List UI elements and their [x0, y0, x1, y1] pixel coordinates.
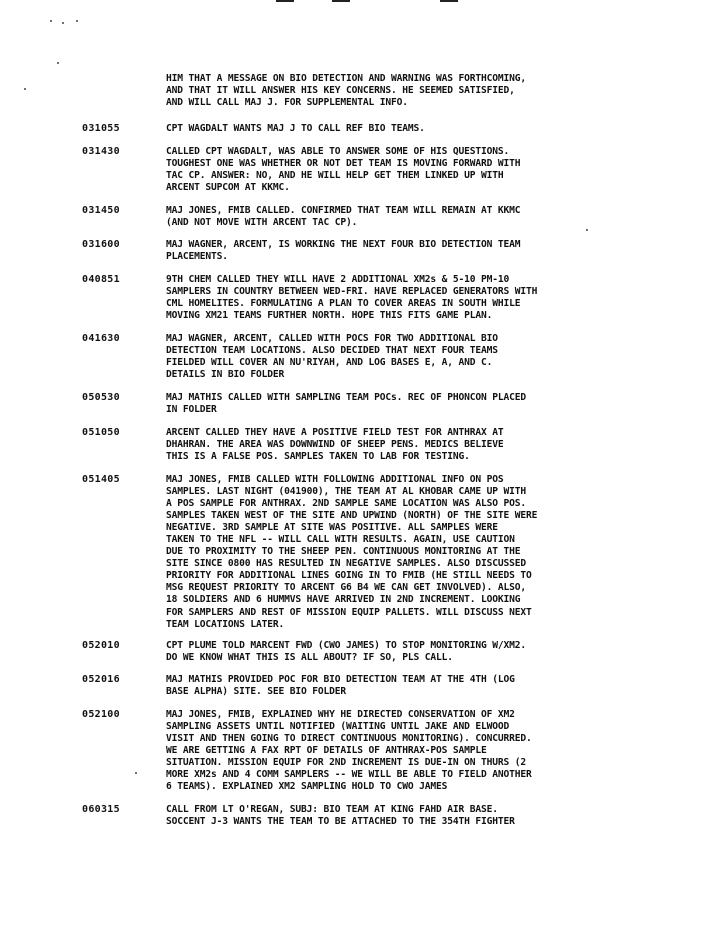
scan-speck [135, 772, 137, 774]
entry-time: 031055 [82, 123, 120, 134]
entry-time: 031430 [82, 146, 120, 157]
entry-time: 041630 [82, 333, 120, 344]
entry-text: CPT PLUME TOLD MARCENT FWD (CWO JAMES) TO STOP MONITORING W/XM2. DO WE KNOW WHAT THIS IS ALL ABOUT? IF SO, PLS CALL. [166, 640, 527, 664]
entry-time: 040851 [82, 274, 120, 285]
scan-mark [276, 0, 294, 2]
entry-text: CALL FROM LT O'REGAN, SUBJ: BIO TEAM AT KING FAHD AIR BASE. SOCCENT J-3 WANTS THE TEAM TO BE ATTACHED TO THE 354TH FIGHTER [166, 804, 515, 828]
log-intro-text: HIM THAT A MESSAGE ON BIO DETECTION AND WARNING WAS FORTHCOMING, AND THAT IT WILL ANSWER HIS KEY CONCERNS. HE SEEMED SATISFIED, AND WILL CALL MAJ J. FOR SUPPLEMENTAL INFO. [166, 73, 527, 109]
entry-time: 031450 [82, 205, 120, 216]
entry-text: MAJ JONES, FMIB CALLED. CONFIRMED THAT TEAM WILL REMAIN AT KKMC (AND NOT MOVE WITH ARCENT TAC CP). [166, 205, 521, 229]
entry-text: MAJ MATHIS PROVIDED POC FOR BIO DETECTION TEAM AT THE 4TH (LOG BASE ALPHA) SITE. SEE BIO FOLDER [166, 674, 515, 698]
entry-time: 052016 [82, 674, 120, 685]
entry-text: MAJ JONES, FMIB, EXPLAINED WHY HE DIRECTED CONSERVATION OF XM2 SAMPLING ASSETS UNTIL NOTIFIED (WAITING UNTIL JAKE AND ELWOOD VISIT AND THEN GOING TO DIRECT CONTINUOUS MONITORING). CONCURRED. WE ARE GETTING A FAX RPT OF DETAILS OF ANTHRAX-POS SAMPLE SITUATION. MISSION EQUIP FOR 2ND INCREMENT IS DUE-IN ON THURS (2 MORE XM2s AND 4 COMM SAMPLERS -- WE WILL BE ABLE TO FIELD ANOTHER 6 TEAMS). EXPLAINED XM2 SAMPLING HOLD TO CWO JAMES [166, 709, 532, 793]
entry-text: 9TH CHEM CALLED THEY WILL HAVE 2 ADDITIONAL XM2s & 5-10 PM-10 SAMPLERS IN COUNTRY BETWEEN WED-FRI. HAVE REPLACED GENERATORS WITH CML HOMELITES. FORMULATING A PLAN TO COVER AREAS IN SOUTH WHILE MOVING XM21 TEAMS FURTHER NORTH. HOPE THIS FITS GAME PLAN. [166, 274, 538, 322]
entry-time: 052100 [82, 709, 120, 720]
entry-text: ARCENT CALLED THEY HAVE A POSITIVE FIELD TEST FOR ANTHRAX AT DHAHRAN. THE AREA WAS DOWNWIND OF SHEEP PENS. MEDICS BELIEVE THIS IS A FALSE POS. SAMPLES TAKEN TO LAB FOR TESTING. [166, 427, 504, 463]
entry-text: CALLED CPT WAGDALT, WAS ABLE TO ANSWER SOME OF HIS QUESTIONS. TOUGHEST ONE WAS WHETHER OR NOT DET TEAM IS MOVING FORWARD WITH TAC CP. ANSWER: NO, AND HE WILL HELP GET THEM LINKED UP WITH ARCENT SUPCOM AT KKMC. [166, 146, 521, 194]
entry-time: 051050 [82, 427, 120, 438]
entry-time: 051405 [82, 474, 120, 485]
scan-speck [62, 22, 64, 24]
scan-mark [332, 0, 350, 2]
scan-mark [440, 0, 458, 2]
scan-speck [586, 229, 588, 231]
scan-speck [50, 20, 52, 22]
entry-text: MAJ JONES, FMIB CALLED WITH FOLLOWING ADDITIONAL INFO ON POS SAMPLES. LAST NIGHT (041900), THE TEAM AT AL KHOBAR CAME UP WITH A POS SAMPLE FOR ANTHRAX. 2ND SAMPLE SAME LOCATION WAS ALSO POS. SAMPLES TAKEN WEST OF THE SITE AND UPWIND (NORTH) OF THE SITE WERE NEGATIVE. 3RD SAMPLE AT SITE WAS POSITIVE. ALL SAMPLES WERE TAKEN TO THE NFL -- WILL CALL WITH RESULTS. AGAIN, USE CAUTION DUE TO PROXIMITY TO THE SHEEP PEN. CONTINUOUS MONITORING AT THE SITE SINCE 0800 HAS RESULTED IN NEGATIVE SAMPLES. ALSO DISCUSSED PRIORITY FOR ADDITIONAL LINES GOING IN TO FMIB (HE STILL NEEDS TO MSG REQUEST PRIORITY TO ARCENT G6 B4 WE CAN GET INVOLVED). ALSO, 18 SOLDIERS AND 6 HUMMVS HAVE ARRIVED IN 2ND INCREMENT. LOOKING FOR SAMPLERS AND REST OF MISSION EQUIP PALLETS. WILL DISCUSS NEXT TEAM LOCATIONS LATER. [166, 474, 538, 630]
entry-time: 031600 [82, 239, 120, 250]
scan-speck [76, 20, 78, 22]
entry-text: MAJ WAGNER, ARCENT, IS WORKING THE NEXT FOUR BIO DETECTION TEAM PLACEMENTS. [166, 239, 521, 263]
entry-time: 050530 [82, 392, 120, 403]
entry-text: MAJ WAGNER, ARCENT, CALLED WITH POCS FOR TWO ADDITIONAL BIO DETECTION TEAM LOCATIONS. ALSO DECIDED THAT NEXT FOUR TEAMS FIELDED WILL COVER AN NU'RIYAH, AND LOG BASES E, A, AND C. DETAILS IN BIO FOLDER [166, 333, 498, 381]
scan-speck [24, 88, 26, 90]
log-intro [166, 73, 646, 109]
entry-time: 060315 [82, 804, 120, 815]
entry-time: 052010 [82, 640, 120, 651]
entry-text: MAJ MATHIS CALLED WITH SAMPLING TEAM POCs. REC OF PHONCON PLACED IN FOLDER [166, 392, 527, 416]
scan-speck [57, 62, 59, 64]
entry-text: CPT WAGDALT WANTS MAJ J TO CALL REF BIO TEAMS. [166, 123, 425, 134]
